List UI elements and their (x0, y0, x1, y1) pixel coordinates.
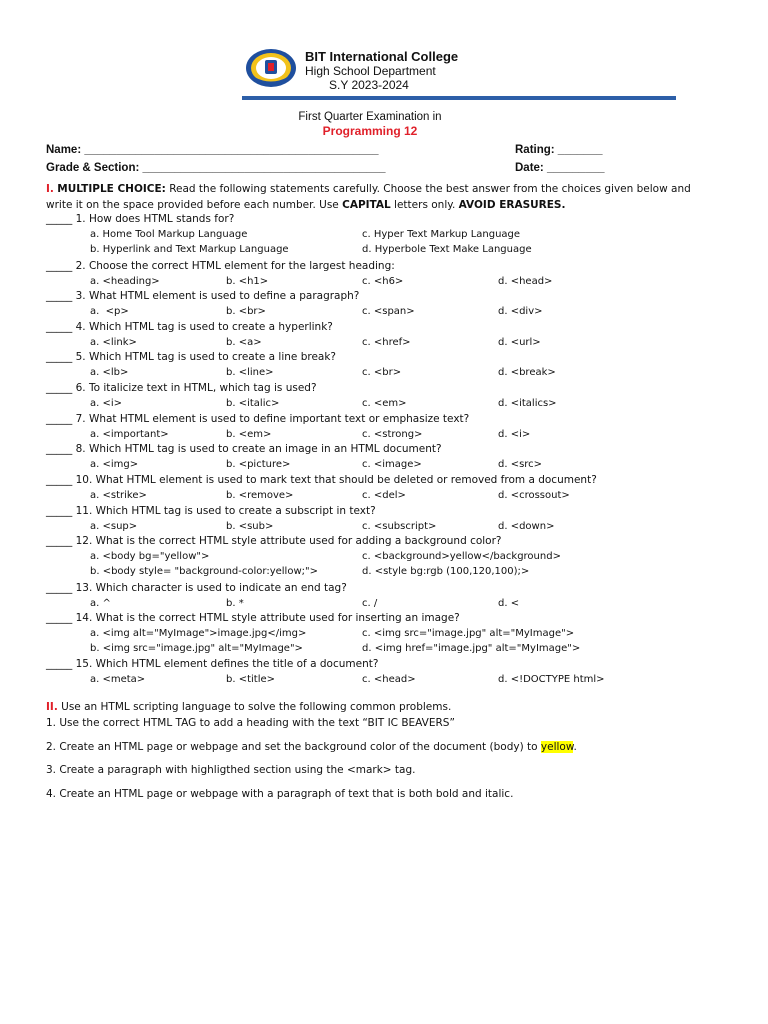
answer-choice: d. <head> (498, 276, 553, 287)
answer-choice: b. <italic> (226, 398, 280, 409)
choice-row (90, 276, 710, 290)
answer-choice: a. ^ (90, 598, 111, 609)
choice-row (90, 628, 710, 642)
answer-choice: a. <i> (90, 398, 123, 409)
exam-title: First Quarter Examination in (298, 111, 442, 123)
answer-choice: a. <meta> (90, 674, 146, 685)
header-divider (242, 96, 676, 100)
answer-choice: b. <picture> (226, 459, 291, 470)
answer-choice: a. <sup> (90, 521, 138, 532)
choice-row (90, 643, 710, 657)
question-item: _____ 2. Choose the correct HTML element for the largest heading: (46, 260, 395, 272)
answer-choice: d. <div> (498, 306, 543, 317)
answer-choice: c. <del> (362, 490, 406, 501)
choice-row (90, 229, 710, 243)
answer-choice: d. <style bg:rgb (100,120,100);> (362, 566, 530, 577)
exam-subject: Programming 12 (322, 124, 418, 138)
answer-choice: d. <crossout> (498, 490, 570, 501)
answer-choice: d. <url> (498, 337, 541, 348)
section-2-instructions (46, 701, 451, 713)
question-item: _____ 11. Which HTML tag is used to create a subscript in text? (46, 505, 376, 517)
answer-choice: c. <em> (362, 398, 407, 409)
answer-choice: c. Hyper Text Markup Language (362, 229, 521, 240)
question-item: _____ 4. Which HTML tag is used to create a hyperlink? (46, 321, 333, 333)
answer-choice: a. <heading> (90, 276, 160, 287)
problem-4: 4. Create an HTML page or webpage with a paragraph of text that is both bold and italic. (46, 788, 514, 800)
question-item: _____ 6. To italicize text in HTML, which tag is used? (46, 382, 317, 394)
answer-choice: d. <down> (498, 521, 555, 532)
answer-choice: c. <href> (362, 337, 411, 348)
choice-row (90, 521, 710, 535)
answer-choice: c. <subscript> (362, 521, 437, 532)
answer-choice: a. <body bg="yellow"> (90, 551, 210, 562)
choice-row (90, 398, 710, 412)
rating-field: Rating: _______ (515, 144, 603, 156)
question-item: _____ 3. What HTML element is used to define a paragraph? (46, 290, 360, 302)
avoid-erasures: AVOID ERASURES. (458, 198, 566, 211)
choice-row (90, 459, 710, 473)
answer-choice: d. < (498, 598, 520, 609)
question-item: _____ 7. What HTML element is used to define important text or emphasize text? (46, 413, 470, 425)
answer-choice: b. <body style= "background-color:yellow;"> (90, 566, 318, 577)
answer-choice: a. <p> (90, 306, 129, 317)
problem-3: 3. Create a paragraph with highligthed section using the <mark> tag. (46, 764, 416, 776)
college-name: BIT International College (305, 49, 459, 64)
answer-choice: d. Hyperbole Text Make Language (362, 244, 532, 255)
highlighted-word: yellow (540, 741, 574, 753)
question-item: _____ 15. Which HTML element defines the title of a document? (46, 658, 379, 670)
answer-choice: a. Home Tool Markup Language (90, 229, 248, 240)
school-crest-icon (245, 48, 297, 88)
answer-choice: b. * (226, 598, 244, 609)
answer-choice: d. <break> (498, 367, 556, 378)
answer-choice: c. <span> (362, 306, 415, 317)
problem-1: 1. Use the correct HTML TAG to add a heading with the text “BIT IC BEAVERS” (46, 717, 455, 729)
problem-2 (46, 741, 577, 753)
question-item: _____ 10. What HTML element is used to mark text that should be deleted or removed from a document? (46, 474, 597, 486)
answer-choice: c. <br> (362, 367, 402, 378)
section-1-instr-a: Read the following statements carefully. Choose the best answer from the choices given below and write it on the space provided before each number. Use (46, 183, 691, 211)
problem-2-end: . (573, 741, 577, 753)
answer-choice: b. <h1> (226, 276, 269, 287)
answer-choice: b. <a> (226, 337, 262, 348)
choice-row (90, 306, 710, 320)
answer-choice: d. <italics> (498, 398, 557, 409)
document-header (0, 0, 768, 110)
answer-choice: d. <!DOCTYPE html> (498, 674, 605, 685)
answer-choice: b. <img src="image.jpg" alt="MyImage"> (90, 643, 303, 654)
problem-2-text: 2. Create an HTML page or webpage and set the background color of the document (body) to (46, 741, 541, 753)
choice-row (90, 367, 710, 381)
section-2-numeral: II. (46, 701, 58, 713)
question-item: _____ 14. What is the correct HTML style attribute used for inserting an image? (46, 612, 460, 624)
question-item: _____ 12. What is the correct HTML style attribute used for adding a background color? (46, 535, 502, 547)
question-item: _____ 8. Which HTML tag is used to create an image in an HTML document? (46, 443, 442, 455)
answer-choice: b. <line> (226, 367, 274, 378)
answer-choice: a. <lb> (90, 367, 129, 378)
answer-choice: d. <img href="image.jpg" alt="MyImage"> (362, 643, 581, 654)
answer-choice: a. <strike> (90, 490, 147, 501)
grade-section-field: Grade & Section: ______________________________________ (46, 162, 386, 174)
choice-row (90, 429, 710, 443)
answer-choice: c. <image> (362, 459, 422, 470)
answer-choice: c. <h6> (362, 276, 404, 287)
answer-choice: c. <background>yellow</background> (362, 551, 561, 562)
section-2-instr: Use an HTML scripting language to solve the following common problems. (57, 701, 452, 713)
capital-word: CAPITAL (342, 198, 391, 211)
answer-choice: c. <img src="image.jpg" alt="MyImage"> (362, 628, 575, 639)
answer-choice: a. <img> (90, 459, 139, 470)
answer-choice: a. <img alt="MyImage">image.jpg</img> (90, 628, 307, 639)
section-1-numeral: I. (46, 183, 54, 195)
section-1-instr-b: letters only. (390, 198, 459, 211)
choice-row (90, 598, 710, 612)
answer-choice: b. <title> (226, 674, 276, 685)
answer-choice: c. <head> (362, 674, 416, 685)
choice-row (90, 566, 710, 580)
answer-choice: b. <br> (226, 306, 266, 317)
choice-row (90, 551, 710, 565)
choice-row (90, 490, 710, 504)
section-1-heading: MULTIPLE CHOICE: (57, 183, 166, 195)
answer-choice: a. <link> (90, 337, 137, 348)
answer-choice: b. <remove> (226, 490, 294, 501)
answer-choice: b. <em> (226, 429, 272, 440)
answer-choice: a. <important> (90, 429, 169, 440)
choice-row (90, 244, 710, 258)
answer-choice: d. <src> (498, 459, 543, 470)
section-1-instructions (46, 182, 706, 213)
department-name: High School Department (305, 64, 436, 78)
answer-choice: d. <i> (498, 429, 531, 440)
choice-row (90, 674, 710, 688)
name-field: Name: ______________________________________________ (46, 144, 379, 156)
answer-choice: c. <strong> (362, 429, 423, 440)
answer-choice: b. <sub> (226, 521, 274, 532)
question-item: _____ 5. Which HTML tag is used to create a line break? (46, 351, 336, 363)
answer-choice: b. Hyperlink and Text Markup Language (90, 244, 289, 255)
answer-choice: c. / (362, 598, 378, 609)
date-field: Date: _________ (515, 162, 605, 174)
school-year: S.Y 2023-2024 (329, 78, 409, 92)
choice-row (90, 337, 710, 351)
question-item: _____ 13. Which character is used to indicate an end tag? (46, 582, 347, 594)
question-item: _____ 1. How does HTML stands for? (46, 213, 235, 225)
